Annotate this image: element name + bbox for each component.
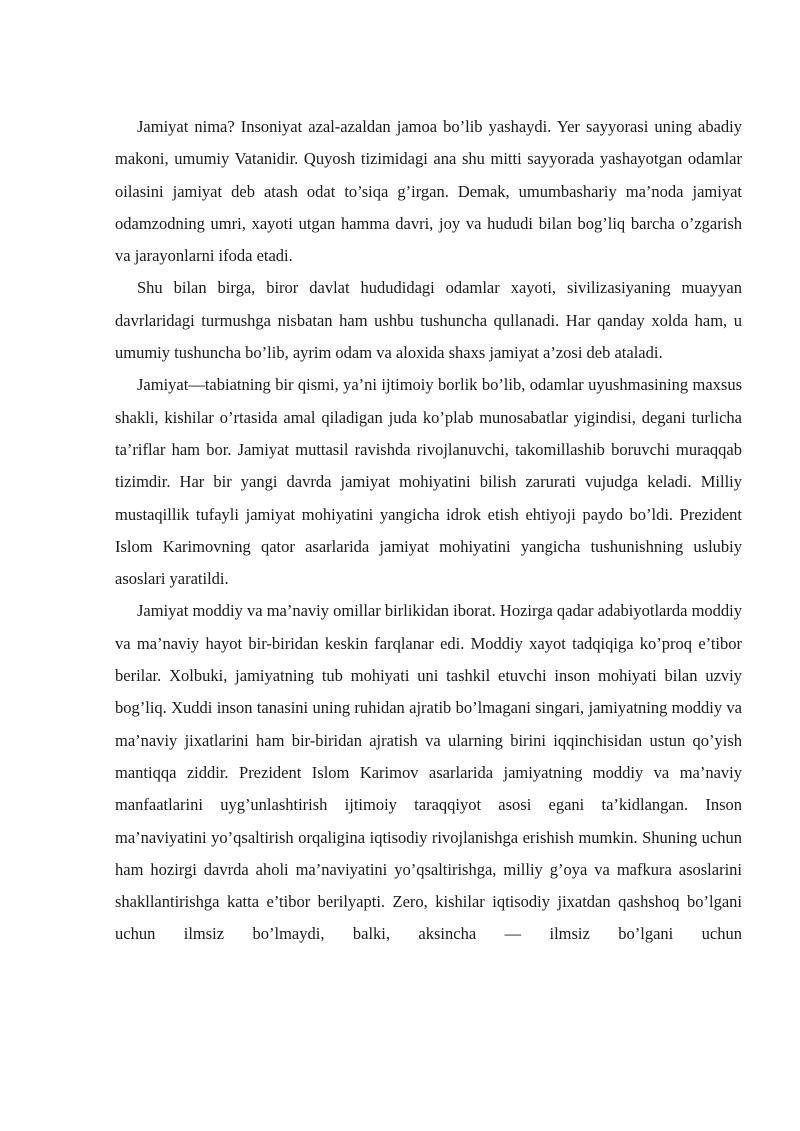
paragraph-society-definition: Jamiyat—tabiatning bir qismi, ya’ni ijtimoiy borlik bo’lib, odamlar uyushmasining maxsus shakli, kishilar o’rtasida amal qiladigan juda ko’plab munosabatlar yigindisi, degani turlicha ta’riflar ham bor. Jamiyat muttasil ravishda rivojlanuvchi, takomillashib boruvchi muraqqab tizimdir. Har bir yangi davrda jamiyat mohiyatini bilish zarurati vujudga keladi. Milliy mustaqillik tufayli jamiyat mohiyatini yangicha idrok etish ehtiyoji paydo bo’ldi. Prezident Islom Karimovning qator asarlarida jamiyat mohiyatini yangicha tushunishning uslubiy asoslari yaratildi. <box>115 375 742 589</box>
paragraph-state-territory: Shu bilan birga, biror davlat hududidagi odamlar xayoti, sivilizasiyaning muayyan davrlaridagi turmushga nisbatan ham ushbu tushuncha qullanadi. Har qanday xolda ham, u umumiy tushuncha bo’lib, ayrim odam va aloxida shaxs jamiyat a’zosi deb ataladi. <box>115 278 742 363</box>
paragraph-what-is-society: Jamiyat nima? Insoniyat azal-azaldan jamoa bo’lib yashaydi. Yer sayyorasi uning abadiy makoni, umumiy Vatanidir. Quyosh tizimidagi ana shu mitti sayyorada yashayotgan odamlar oilasini jamiyat deb atash odat to’siqa g’irgan. Demak, umumbashariy ma’noda jamiyat odamzodning umri, xayoti utgan hamma davri, joy va hududi bilan bog’liq barcha o’zgarish va jarayonlarni ifoda etadi. <box>115 117 742 266</box>
document-page <box>115 111 742 951</box>
paragraph-material-spiritual: Jamiyat moddiy va ma’naviy omillar birlikidan iborat. Hozirga qadar adabiyotlarda moddiy va ma’naviy hayot bir-biridan keskin farqlanar edi. Moddiy xayot tadqiqiga ko’proq e’tibor berilar. Xolbuki, jamiyatning tub mohiyati uni tashkil etuvchi inson mohiyati bilan uzviy bog’liq. Xuddi inson tanasini uning ruhidan ajratib bo’lmagani singari, jamiyatning moddiy va ma’naviy jixatlarini ham bir-biridan ajratish va ularning birini iqqinchisidan ustun qo’yish mantiqqa ziddir. Prezident Islom Karimov asarlarida jamiyatning moddiy va ma’naviy manfaatlarini uyg’unlashtirish ijtimoiy taraqqiyot asosi egani ta’kidlangan. Inson ma’naviyatini yo’qsaltirish orqaligina iqtisodiy rivojlanishga erishish mumkin. Shuning uchun ham hozirgi davrda aholi ma’naviyatini yo’qsaltirishga, milliy g’oya va mafkura asoslarini shakllantirishga katta e’tibor berilyapti. Zero, kishilar iqtisodiy jixatdan qashshoq bo’lgani uchun ilmsiz bo’lmaydi, balki, aksincha — ilmsiz bo’lgani uchun <box>115 601 742 944</box>
